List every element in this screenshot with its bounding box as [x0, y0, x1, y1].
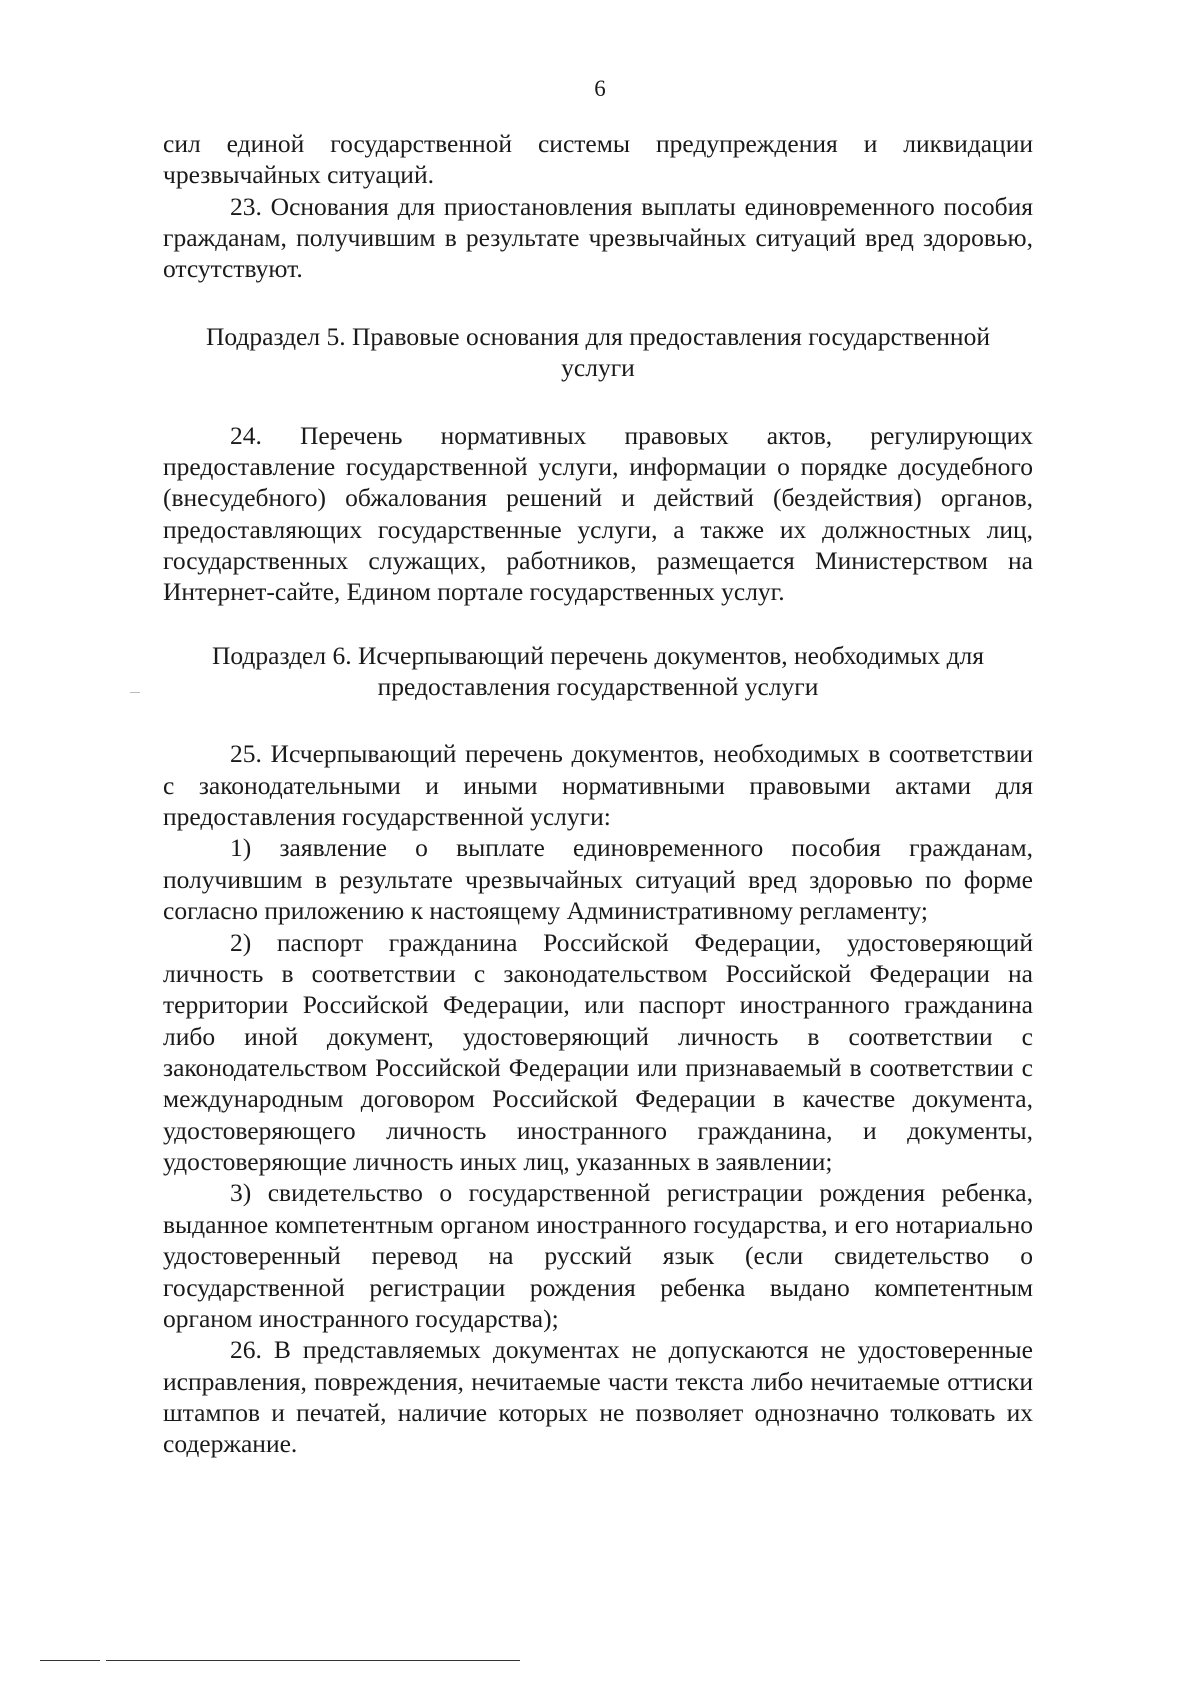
paragraph-24: 24. Перечень нормативных правовых актов, регулирующих предоставление государственной услуги, информации о порядке досудебного (внесудебного) обжалования решений и действий (бездействия) органов, предоставляющих государственные услуги, а также их должностных лиц, государственных служащих, работников, размещается Министерством на Интернет-сайте, Едином портале государственных услуг.	[163, 420, 1033, 607]
subsection-5-heading: Подраздел 5. Правовые основания для предоставления государственной услуги	[206, 321, 990, 383]
page-number: 6	[594, 76, 606, 101]
footer-rule	[40, 1660, 520, 1661]
paragraph-26: 26. В представляемых документах не допускаются не удостоверенные исправления, повреждения, нечитаемые части текста либо нечитаемые оттиски штампов и печатей, наличие которых не позволяет однозначно толковать их содержание.	[163, 1335, 1033, 1459]
subsection-6-heading: Подраздел 6. Исчерпывающий перечень документов, необходимых для предоставления государственной услуги	[211, 640, 984, 702]
paragraph-25: 25. Исчерпывающий перечень документов, необходимых в соответствии с законодательными и иными нормативными правовыми актами для предоставления государственной услуги:	[163, 739, 1033, 832]
footer-rule-gap	[100, 1658, 106, 1664]
paragraph-23: 23. Основания для приостановления выплаты единовременного пособия гражданам, получившим в результате чрезвычайных ситуаций вред здоровью, отсутствуют.	[163, 191, 1033, 284]
paragraph-continuation: сил единой государственной системы предупреждения и ликвидации чрезвычайных ситуаций.	[163, 129, 1033, 190]
margin-mark	[130, 692, 140, 693]
paragraph-25-item-1: 1) заявление о выплате единовременного пособия гражданам, получившим в результате чрезвычайных ситуаций вред здоровью по форме согласно приложению к настоящему Административному регламенту;	[163, 833, 1033, 926]
paragraph-25-item-2: 2) паспорт гражданина Российской Федерации, удостоверяющий личность в соответствии с законодательством Российской Федерации на территории Российской Федерации, или паспорт иностранного гражданина либо иной документ, удостоверяющий личность в соответствии с законодательством Российской Федерации или признаваемый в соответствии с международным договором Российской Федерации в качестве документа, удостоверяющего личность иностранного гражданина, и документы, удостоверяющие личность иных лиц, указанных в заявлении;	[163, 927, 1033, 1177]
document-body	[163, 128, 1033, 1460]
paragraph-25-item-3: 3) свидетельство о государственной регистрации рождения ребенка, выданное компетентным органом иностранного государства, и его нотариально удостоверенный перевод на русский язык (если свидетельство о государственной регистрации рождения ребенка выдано компетентным органом иностранного государства);	[163, 1178, 1033, 1333]
